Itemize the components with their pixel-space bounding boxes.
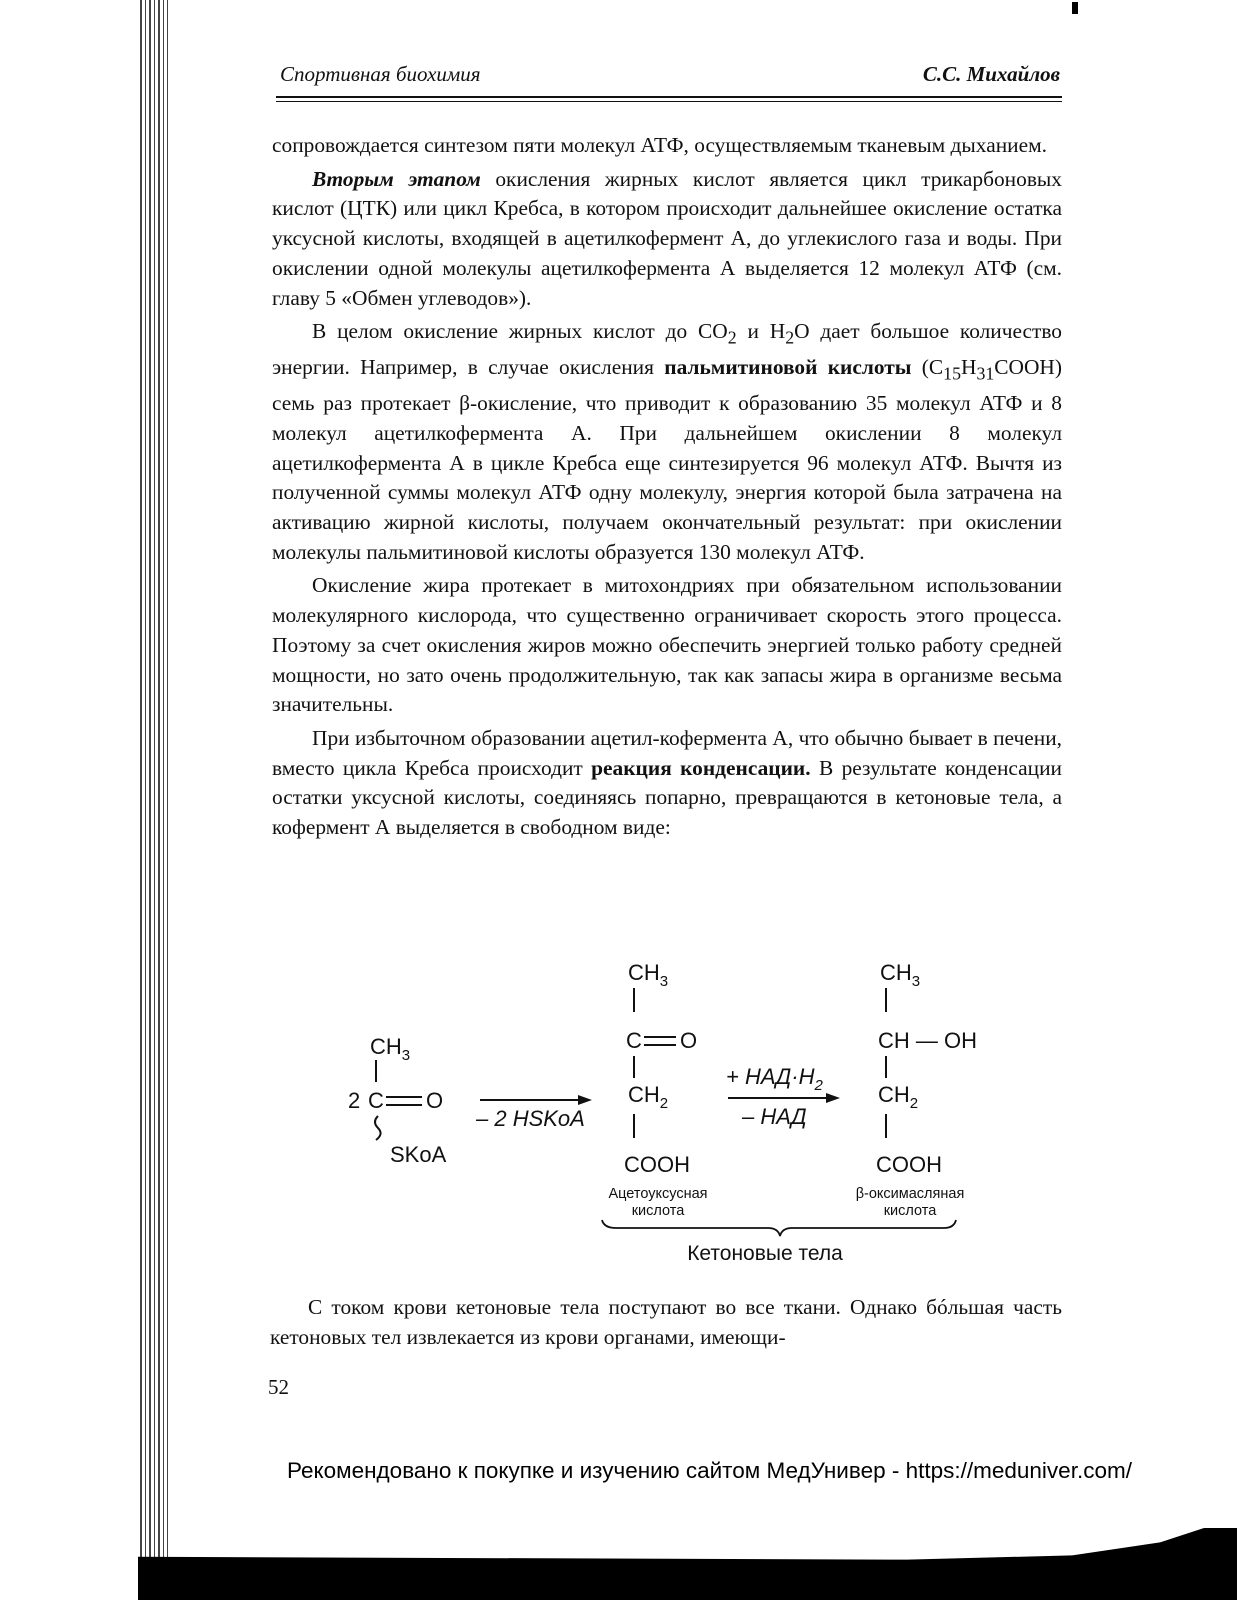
header-author: С.С. Михайлов [922, 62, 1060, 86]
scan-shadow [138, 1528, 1237, 1600]
scan-mark [1072, 2, 1078, 14]
svg-text:O: O [680, 1028, 698, 1053]
svg-text:CH3: $CH_3$ [880, 960, 921, 990]
body-text [272, 131, 1062, 843]
svg-text:CH — OH: CH — OH [878, 1028, 977, 1053]
ketone-bodies-label: Кетоновые тела [687, 1242, 843, 1265]
page-number: 52 [268, 1375, 289, 1399]
paragraph: Окисление жира протекает в митохондриях при обязательном использовании молекулярного кислорода, что существенно ограничивает скорость этого процесса. Поэтому за счет окисления жиров можно обеспечить энергией только работу средней мощности, но зато очень продолжительную, так как запасы жира в организме весьма значительны. [272, 573, 1062, 717]
svg-text:CH3: $CH_3$ [370, 1034, 411, 1064]
reaction-scheme [340, 950, 1000, 1270]
arrow-reduction [726, 1064, 840, 1129]
svg-text:C: C [368, 1088, 384, 1113]
reactant-acetyl-coa [348, 1034, 447, 1167]
paragraph: сопровождается синтезом пяти молекул АТФ, осуществляемым тканевым дыханием. [272, 133, 1047, 157]
svg-text:β-оксимасляная: β-оксимасляная [855, 1186, 965, 1202]
svg-text:COOH: COOH [624, 1152, 690, 1177]
svg-text:COOH: COOH [876, 1152, 942, 1177]
header-book-title: Спортивная биохимия [280, 62, 481, 86]
header-rule-thin [276, 101, 1062, 102]
body-text-continued [270, 1292, 1062, 1352]
paragraph: При избыточном образовании ацетил-кофермента А, что обычно бывает в печени, вместо цикла Кребса происходит реакция конденсации. В результате конденсации остатки уксусной кислоты, соединяясь попарно, превращаются в кетоновые тела, а кофермент А выделяется в свободном виде: [272, 725, 1063, 840]
header-rule [276, 96, 1062, 98]
product-acetoacetic-acid [608, 960, 707, 1219]
svg-text:C: C [626, 1028, 642, 1053]
arrow-condensation [475, 1095, 592, 1131]
book-spine-shadow [138, 0, 174, 1600]
paragraph: С током крови кетоновые тела поступают во все ткани. Однако бóльшая часть кетоновых тел извлекается из крови органами, имеющи- [270, 1295, 1062, 1349]
svg-text:Ацетоуксусная: Ацетоуксусная [608, 1186, 708, 1202]
svg-text:2: 2 [348, 1088, 361, 1113]
svg-text:SKoA: SKoA [390, 1142, 447, 1167]
svg-text:CH2: $CH_2$ [628, 1082, 669, 1112]
svg-text:– 2 HSKoA: – 2 HSKoA [476, 1106, 585, 1131]
svg-text:CH2: $CH_2$ [878, 1082, 919, 1112]
paragraph: В целом окисление жирных кислот до $CO_2$ и $H_2O$ дает большое количество энергии. Например, в случае окисления пальмитиновой кислоты $(C_{15}H_{31}COOH)$ семь раз протекает β-окисление, что приводит к образованию 35 молекул АТФ и 8 молекул ацетилкофермента А. При дальнейшем окислении 8 молекул ацетилкофермента А в цикле Кребса еще синтезируется 96 молекул АТФ. Вычтя из полученной суммы молекул АТФ одну молекулу, энергия которой была затрачена на активацию жирной кислоты, получаем окончательный результат: при окислении молекулы пальмитиновой кислоты образуется 130 молекул АТФ. [272, 319, 1062, 564]
footer-recommendation: Рекомендовано к покупке и изучению сайтом МедУнивер - https://meduniver.com/ [287, 1458, 1132, 1483]
svg-text:O: O [426, 1088, 444, 1113]
paragraph: Вторым этапом окисления жирных кислот является цикл трикарбоновых кислот (ЦТК) или цикл Кребса, в котором происходит дальнейшее окисление остатка уксусной кислоты, входящей в ацетилкофермент А, до углекислого газа и воды. При окислении одной молекулы ацетилкофермента А выделяется 12 молекул АТФ (см. главу 5 «Обмен углеводов»). [272, 166, 1062, 310]
svg-text:кислота: кислота [631, 1203, 685, 1219]
product-hydroxybutyric-acid [856, 960, 977, 1219]
svg-text:– НАД: – НАД [742, 1104, 807, 1129]
svg-text:+ НАД·Н2: + $НАД\cdot Н_2$ [726, 1064, 823, 1094]
svg-text:CH3: $CH_3$ [628, 960, 669, 990]
term-condensation: реакция конденсации. [591, 755, 811, 780]
running-header [276, 62, 1062, 92]
ketone-bodies-brace [602, 1220, 956, 1265]
svg-text:кислота: кислота [883, 1203, 937, 1219]
emphasis: Вторым этапом [312, 166, 481, 191]
term-palmitic-acid: пальмитиновой кислоты [664, 355, 912, 380]
